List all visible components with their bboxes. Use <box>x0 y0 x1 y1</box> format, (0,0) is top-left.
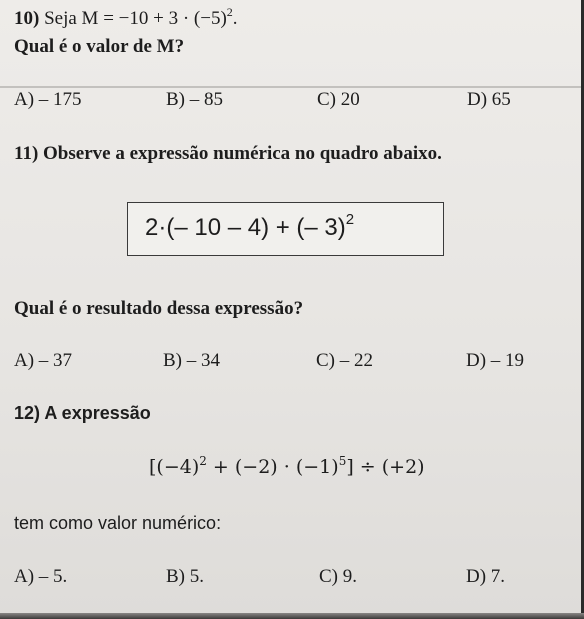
q10-option-b: B) – 85 <box>166 89 223 110</box>
q12-option-c: C) 9. <box>319 566 357 587</box>
q10-stem: Seja <box>44 8 82 29</box>
q10-header <box>14 4 238 30</box>
q12-option-b: B) 5. <box>166 566 204 587</box>
q12-expr-part-b: + (−2) · (−1) <box>206 456 339 478</box>
q11-question: Qual é o resultado dessa expressão? <box>14 298 304 319</box>
q12-expr-part-a: [(−4) <box>149 456 200 478</box>
q12-expr-part-c: ] ÷ (+2) <box>346 456 425 478</box>
q12-expr-exponent-b: 5 <box>338 453 347 468</box>
q11-option-a: A) – 37 <box>14 350 73 371</box>
q10-question: Qual é o valor de M? <box>14 36 185 57</box>
q11-expression-main: 2·(– 10 – 4) + (– 3) <box>145 214 346 241</box>
q11-option-b: B) – 34 <box>163 350 220 371</box>
q12-option-d: D) 7. <box>466 566 506 587</box>
page-edge-bottom <box>0 613 584 619</box>
q10-formula-main: M = −10 + 3 · (−5) <box>81 8 227 29</box>
q11-expression-exponent: 2 <box>345 211 355 228</box>
q10-formula-end: . <box>232 8 238 29</box>
q10-option-c: C) 20 <box>317 89 360 110</box>
q11-expression-box <box>127 202 444 256</box>
q10-formula <box>81 4 238 29</box>
q11-option-d: D) – 19 <box>466 350 525 371</box>
q10-option-a: A) – 175 <box>14 89 82 110</box>
q11-expression <box>145 211 355 242</box>
q10-formula-exponent: 2 <box>226 4 233 19</box>
q11-title: 11) Observe a expressão numérica no quadro abaixo. <box>14 143 442 164</box>
q12-expr-exponent-a: 2 <box>199 453 207 468</box>
q12-option-a: A) – 5. <box>14 566 68 587</box>
q10-option-d: D) 65 <box>467 89 511 110</box>
q12-title: 12) A expressão <box>14 403 151 423</box>
paper-crease <box>0 86 584 88</box>
q12-expression <box>149 453 425 478</box>
q12-question: tem como valor numérico: <box>14 513 222 533</box>
q11-option-c: C) – 22 <box>316 350 373 371</box>
q10-number: 10) <box>14 8 40 29</box>
